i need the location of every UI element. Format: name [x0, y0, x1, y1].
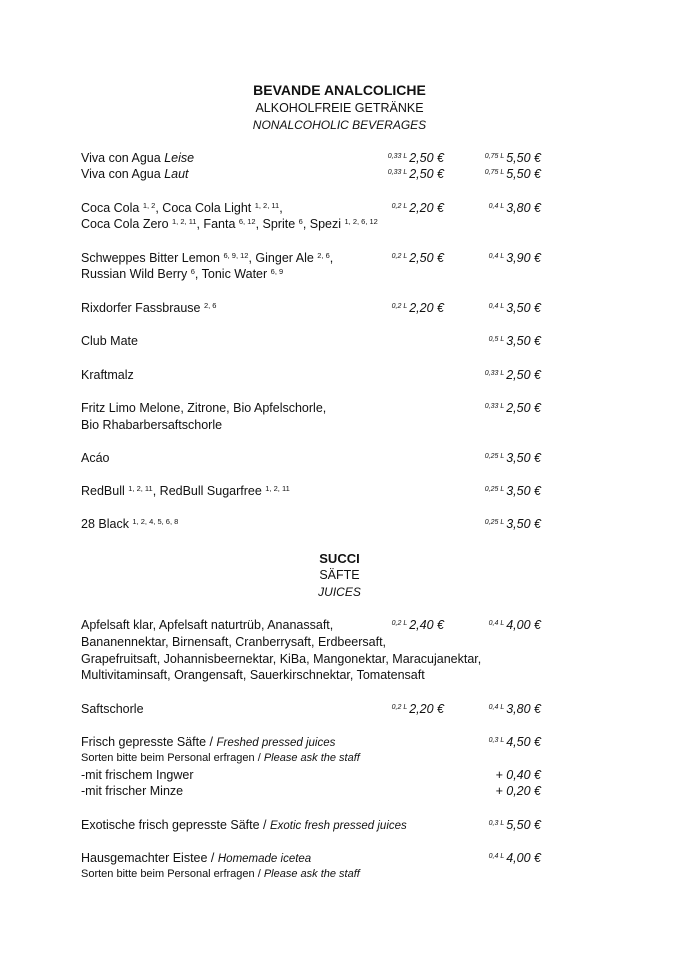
item-club-mate: Club Mate — [81, 334, 138, 348]
section-subtitle-beverages-de: ALKOHOLFREIE GETRÄNKE — [255, 101, 424, 115]
price-saftschorle-large: $^{0,4 L}$ 3,80 € — [488, 702, 541, 716]
price-mint-addon: + 0,20 € — [495, 784, 541, 798]
item-juices-line4: Multivitaminsaft, Orangensaft, Sauerkirschnektar, Tomatensaft — [81, 668, 425, 682]
item-exotic-juices: Exotische frisch gepresste Säfte / Exotic fresh pressed juices — [81, 818, 407, 832]
price-exotic-juices: $^{0,3 L}$ 5,50 € — [488, 818, 541, 832]
item-coca-cola-line1: Coca Cola $^{1, 2}$, Coca Cola Light $^{1, 2, 11}$, — [81, 201, 283, 215]
item-schweppes-line2: Russian Wild Berry $^6$, Tonic Water $^{6, 9}$ — [81, 267, 284, 281]
price-schweppes-small: $^{0,2 L}$ 2,50 € — [391, 251, 444, 265]
price-redbull: $^{0,25 L}$ 3,50 € — [484, 484, 541, 498]
item-saftschorle: Saftschorle — [81, 702, 144, 716]
price-acao: $^{0,25 L}$ 3,50 € — [484, 451, 541, 465]
price-rixdorfer-large: $^{0,4 L}$ 3,50 € — [488, 301, 541, 315]
price-ginger-addon: + 0,40 € — [495, 768, 541, 782]
item-fresh-juices: Frisch gepresste Säfte / Freshed pressed juices — [81, 735, 336, 749]
item-28-black: 28 Black $^{1, 2, 4, 5, 6, 8}$ — [81, 517, 179, 531]
item-fritz-line1: Fritz Limo Melone, Zitrone, Bio Apfelschorle, — [81, 401, 327, 415]
item-acao: Acáo — [81, 451, 110, 465]
price-fritz: $^{0,33 L}$ 2,50 € — [484, 401, 541, 415]
price-club-mate: $^{0,5 L}$ 3,50 € — [488, 334, 541, 348]
item-rixdorfer: Rixdorfer Fassbrause $^{2, 6}$ — [81, 301, 217, 315]
section-subtitle-juices-en: JUICES — [318, 585, 361, 599]
price-coca-large: $^{0,4 L}$ 3,80 € — [488, 201, 541, 215]
price-viva-laut-small: $^{0,33 L}$ 2,50 € — [387, 167, 444, 181]
item-juices-line2: Bananennektar, Birnensaft, Cranberrysaft, Erdbeersaft, — [81, 635, 387, 649]
price-schweppes-large: $^{0,4 L}$ 3,90 € — [488, 251, 541, 265]
price-juices-large: $^{0,4 L}$ 4,00 € — [488, 618, 541, 632]
item-viva-laut: Viva con Agua Laut — [81, 167, 189, 181]
item-icetea-note: Sorten bitte beim Personal erfragen / Please ask the staff — [81, 868, 360, 880]
price-rixdorfer-small: $^{0,2 L}$ 2,20 € — [391, 301, 444, 315]
price-viva-leise-large: $^{0,75 L}$ 5,50 € — [484, 151, 541, 165]
item-icetea: Hausgemachter Eistee / Homemade icetea — [81, 851, 312, 865]
item-ginger-addon: -mit frischem Ingwer — [81, 768, 194, 782]
price-coca-small: $^{0,2 L}$ 2,20 € — [391, 201, 444, 215]
price-viva-leise-small: $^{0,33 L}$ 2,50 € — [387, 151, 444, 165]
item-mint-addon: -mit frischer Minze — [81, 784, 184, 798]
price-fresh-juices: $^{0,3 L}$ 4,50 € — [488, 735, 541, 749]
item-kraftmalz: Kraftmalz — [81, 368, 134, 382]
item-juices-line1: Apfelsaft klar, Apfelsaft naturtrüb, Ananassaft, — [81, 618, 334, 632]
item-fresh-juices-note: Sorten bitte beim Personal erfragen / Please ask the staff — [81, 752, 360, 764]
price-kraftmalz: $^{0,33 L}$ 2,50 € — [484, 368, 541, 382]
section-subtitle-juices-de: SÄFTE — [319, 568, 360, 582]
item-juices-line3: Grapefruitsaft, Johannisbeernektar, KiBa, Mangonektar, Maracujanektar, — [81, 652, 482, 666]
price-viva-laut-large: $^{0,75 L}$ 5,50 € — [484, 167, 541, 181]
section-title-beverages: BEVANDE ANALCOLICHE — [253, 82, 426, 98]
item-coca-cola-line2: Coca Cola Zero $^{1, 2, 11}$, Fanta $^{6, 12}$, Sprite $^6$, Spezi $^{1, 2, 6, 12}$ — [81, 217, 378, 231]
price-icetea: $^{0,4 L}$ 4,00 € — [488, 851, 541, 865]
price-juices-small: $^{0,2 L}$ 2,40 € — [391, 618, 444, 632]
price-28-black: $^{0,25 L}$ 3,50 € — [484, 517, 541, 531]
item-fritz-line2: Bio Rhabarbersaftschorle — [81, 418, 223, 432]
section-title-juices: SUCCI — [319, 551, 360, 566]
item-redbull: RedBull $^{1, 2, 11}$, RedBull Sugarfree $^{1, 2, 11}$ — [81, 484, 290, 498]
item-viva-leise: Viva con Agua Leise — [81, 151, 195, 165]
price-saftschorle-small: $^{0,2 L}$ 2,20 € — [391, 702, 444, 716]
item-schweppes-line1: Schweppes Bitter Lemon $^{6, 9, 12}$, Ginger Ale $^{2, 6}$, — [81, 251, 334, 265]
section-subtitle-beverages-en: NONALCOHOLIC BEVERAGES — [252, 118, 427, 132]
